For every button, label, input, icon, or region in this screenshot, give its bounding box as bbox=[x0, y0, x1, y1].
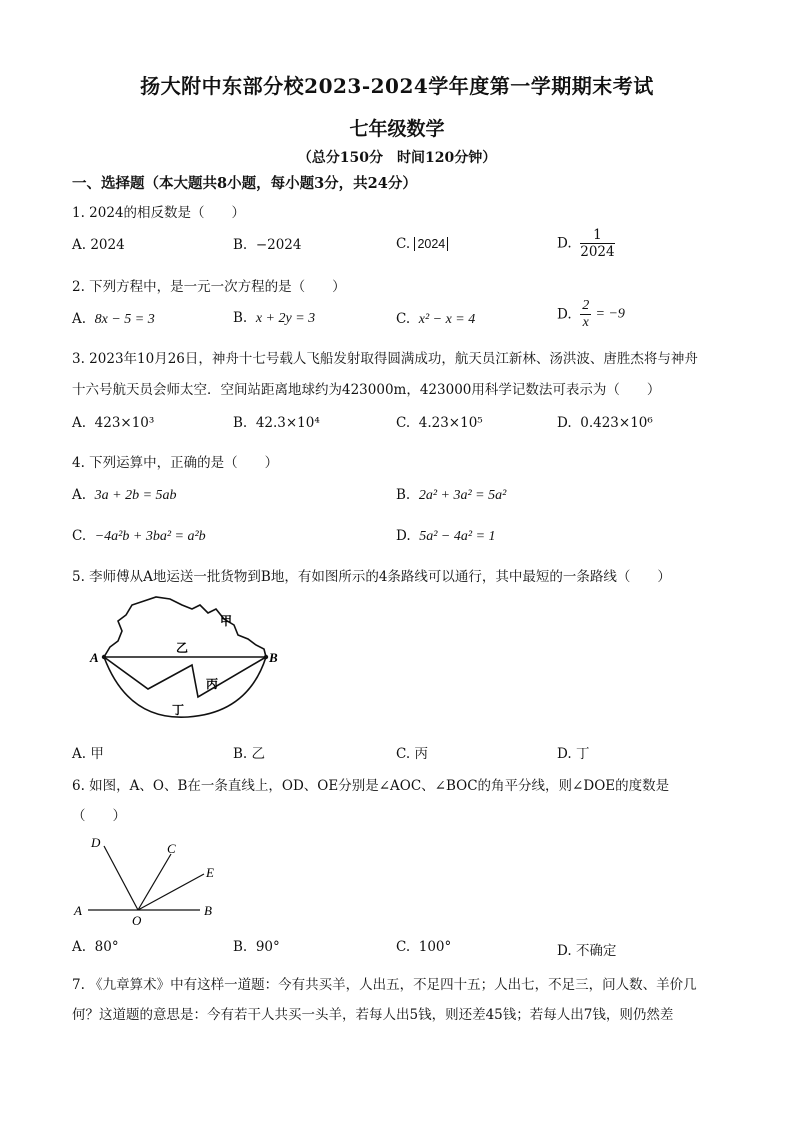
label-point-d: D bbox=[91, 835, 101, 850]
question-3-stem-line-2: 十六号航天员会师太空．空间站距离地球约为423000m，423000用科学记数法可表示为（ ） bbox=[72, 382, 661, 398]
question-3-option-b: B. 42.3×10⁴ bbox=[233, 415, 320, 431]
question-6-option-b: B. 90° bbox=[233, 939, 280, 955]
label-point-a: A bbox=[74, 903, 82, 918]
label-point-b: B bbox=[204, 903, 212, 918]
section-heading-choice: 一、选择题（本大题共8小题，每小题3分，共24分） bbox=[72, 175, 417, 192]
question-1-option-b: B. −2024 bbox=[233, 237, 302, 253]
question-4-option-c: C. −4a²b + 3ba² = a²b bbox=[72, 528, 206, 544]
label-route-bing: 丙 bbox=[206, 677, 219, 691]
label-point-a: A bbox=[90, 650, 99, 665]
question-4-option-a: A. 3a + 2b = 5ab bbox=[72, 487, 177, 503]
label-route-yi: 乙 bbox=[176, 641, 189, 655]
question-2-option-c: C. x² − x = 4 bbox=[396, 311, 476, 327]
question-4-stem: 4. 下列运算中，正确的是（ ） bbox=[72, 455, 279, 471]
question-7-stem-line-1: 7. 《九章算术》中有这样一道题：今有共买羊，人出五，不足四十五；人出七，不足三，问人数、羊价几 bbox=[72, 977, 697, 993]
label-point-o: O bbox=[132, 913, 142, 928]
question-1-option-a: A. 2024 bbox=[72, 237, 125, 253]
question-2-option-b: B. x + 2y = 3 bbox=[233, 310, 316, 326]
question-2-option-d: D. $\frac{2}{x}$ = −9 bbox=[557, 298, 625, 330]
question-5-option-a: A. 甲 bbox=[72, 746, 104, 762]
question-3-option-c: C. 4.23×10⁵ bbox=[396, 415, 483, 431]
label-point-e: E bbox=[206, 865, 214, 880]
point-b-dot bbox=[264, 655, 268, 659]
question-2-option-a: A. 8x − 5 = 3 bbox=[72, 311, 155, 327]
question-6-option-a: A. 80° bbox=[72, 939, 119, 955]
question-6-option-d: D. 不确定 bbox=[557, 943, 617, 959]
question-5-option-c: C. 丙 bbox=[396, 746, 428, 762]
question-3-option-d: D. 0.423×10⁶ bbox=[557, 415, 653, 431]
label-point-b: B bbox=[269, 650, 278, 665]
label-route-ding: 丁 bbox=[172, 703, 185, 717]
question-5-option-b: B. 乙 bbox=[233, 746, 266, 762]
question-5-option-d: D. 丁 bbox=[557, 746, 590, 762]
question-5-stem: 5. 李师傅从A地运送一批货物到B地，有如图所示的4条路线可以通行，其中最短的一条路线（ ） bbox=[72, 569, 671, 585]
exam-subtitle: 七年级数学 bbox=[349, 118, 445, 140]
question-1-option-d: D. $\frac{1}{2024}$ bbox=[557, 227, 615, 260]
exam-meta: （总分150分 时间120分钟） bbox=[297, 150, 497, 166]
question-6-stem-line-1: 6. 如图，A、O、B在一条直线上，OD、OE分别是∠AOC、∠BOC的角平分线，则∠DOE的度数是 bbox=[72, 778, 670, 794]
label-point-c: C bbox=[167, 841, 176, 856]
question-2-stem: 2. 下列方程中，是一元一次方程的是（ ） bbox=[72, 279, 346, 295]
label-route-jia: 甲 bbox=[220, 614, 233, 628]
question-6-option-c: C. 100° bbox=[396, 939, 452, 955]
question-7-stem-line-2: 何？这道题的意思是：今有若干人共买一头羊，若每人出5钱，则还差45钱；若每人出7钱，则仍然差 bbox=[72, 1007, 674, 1023]
question-6-stem-line-2: （ ） bbox=[72, 808, 126, 824]
question-3-option-a: A. 423×10³ bbox=[72, 415, 155, 431]
question-1-stem: 1. 2024的相反数是（ ） bbox=[72, 205, 246, 221]
route-diagram bbox=[88, 593, 288, 728]
question-4-option-b: B. 2a² + 3a² = 5a² bbox=[396, 487, 507, 503]
question-4-option-d: D. 5a² − 4a² = 1 bbox=[396, 528, 496, 544]
point-a-dot bbox=[102, 655, 106, 659]
angle-diagram bbox=[68, 830, 228, 930]
question-3-stem-line-1: 3. 2023年10月26日，神舟十七号载人飞船发射取得圆满成功，航天员江新林、汤洪波、唐胜杰将与神舟 bbox=[72, 351, 698, 367]
question-1-option-c: C. 2024 bbox=[396, 236, 448, 252]
exam-title: 扬大附中东部分校2023-2024学年度第一学期期末考试 bbox=[140, 74, 654, 98]
